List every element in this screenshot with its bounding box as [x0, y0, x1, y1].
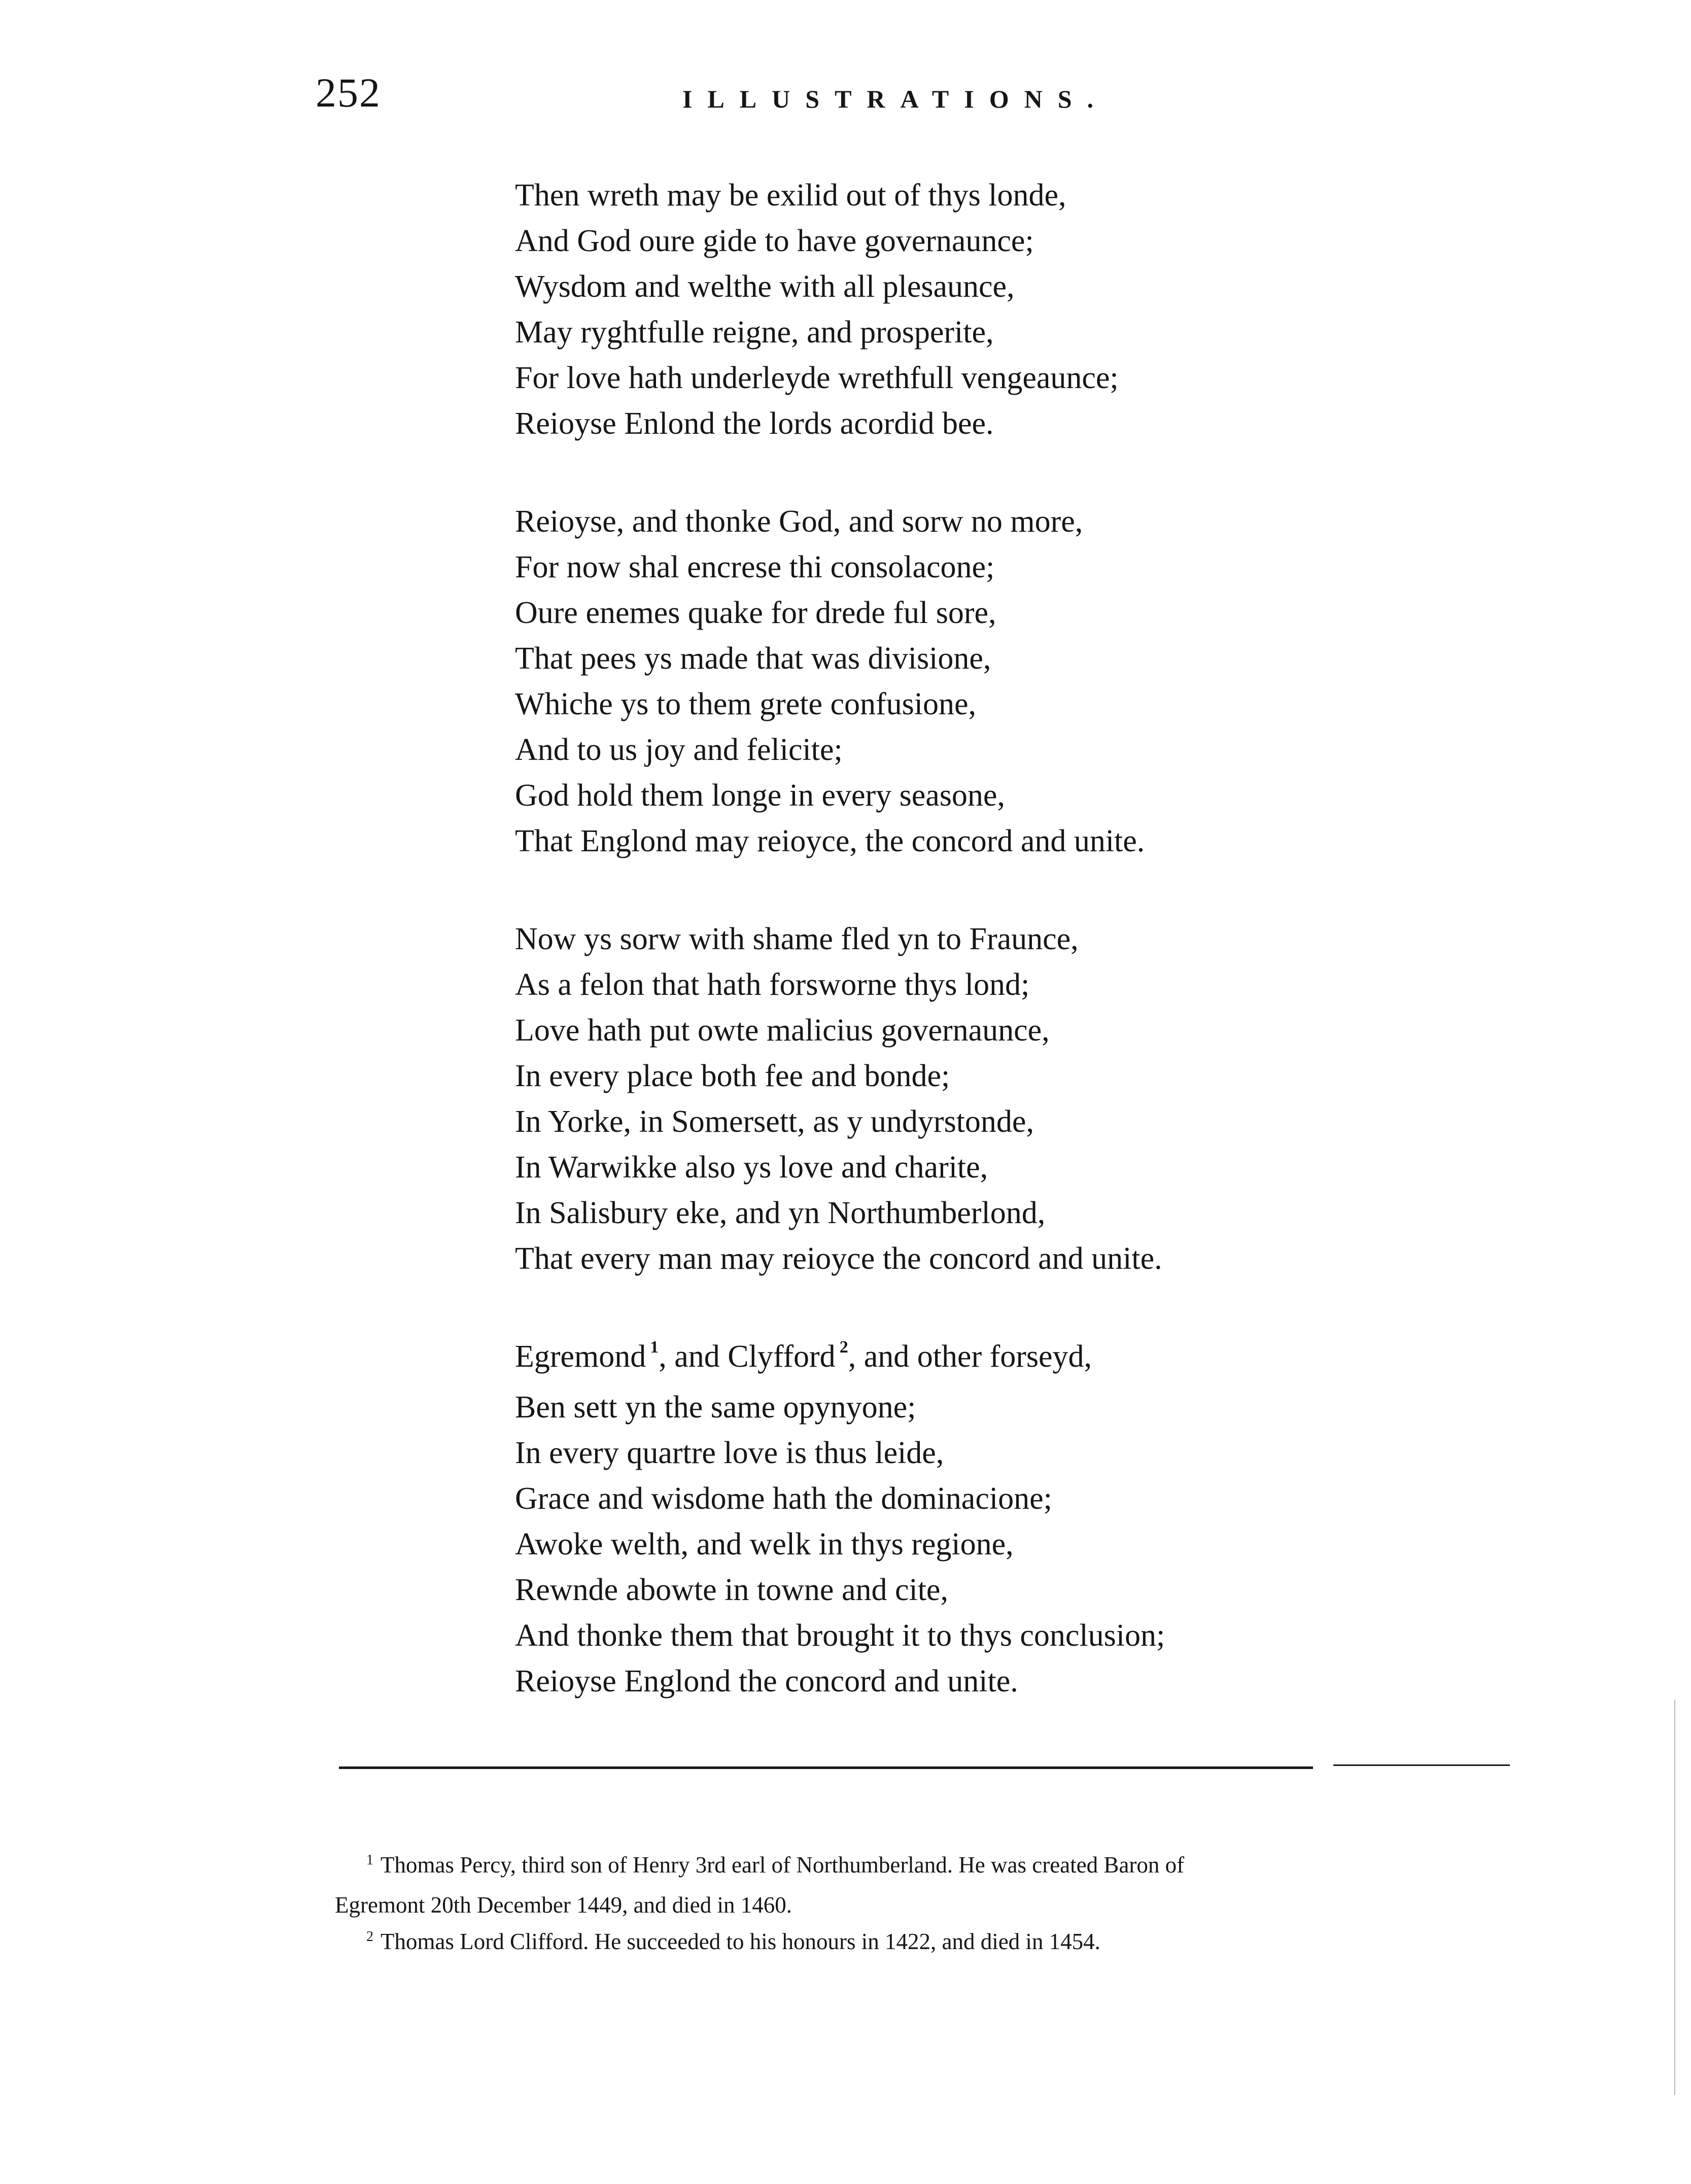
line-text: , and other forseyd,: [848, 1339, 1092, 1374]
footnote-divider: [339, 1766, 1313, 1769]
footnote-continuation: Egremont 20th December 1449, and died in 1460.: [335, 1892, 792, 1918]
stanza-3: [515, 916, 1377, 1281]
stanza-4: [515, 1334, 1377, 1704]
page-number: 252: [316, 70, 381, 116]
poem-line: In every place both fee and bonde;: [515, 1059, 950, 1093]
poem: [515, 172, 1377, 1756]
footnote-1: [335, 1847, 1527, 1923]
footnote-divider-short: [1333, 1764, 1510, 1766]
poem-line: And thonke them that brought it to thys conclusion;: [515, 1618, 1165, 1653]
poem-line: Reioyse Englond the concord and unite.: [515, 1664, 1018, 1698]
poem-line: Whiche ys to them grete confusione,: [515, 687, 977, 721]
poem-line: Then wreth may be exilid out of thys londe,: [515, 178, 1066, 213]
poem-line: In Warwikke also ys love and charite,: [515, 1150, 988, 1185]
poem-line: In every quartre love is thus leide,: [515, 1436, 944, 1470]
poem-line: In Yorke, in Somersett, as y undyrstonde,: [515, 1104, 1034, 1139]
poem-line: That Englond may reioyce, the concord and unite.: [515, 824, 1145, 858]
poem-line: In Salisbury eke, and yn Northumberlond,: [515, 1196, 1046, 1230]
footnote-ref-1[interactable]: 1: [650, 1338, 659, 1357]
running-title: ILLUSTRATIONS.: [682, 85, 1109, 113]
poem-line: Wysdom and welthe with all plesaunce,: [515, 269, 1015, 304]
poem-line: For now shal encrese thi consolacone;: [515, 550, 995, 584]
poem-line-with-notes: [515, 1334, 1377, 1384]
poem-line: Oure enemes quake for drede ful sore,: [515, 596, 996, 630]
line-text: Egremond: [515, 1339, 646, 1374]
poem-line: Rewnde abowte in towne and cite,: [515, 1573, 948, 1607]
stanza-1: [515, 172, 1377, 446]
poem-line: As a felon that hath forsworne thys lond;: [515, 967, 1030, 1002]
poem-line: Reioyse, and thonke God, and sorw no more,: [515, 504, 1083, 539]
footnote-mark: 2: [366, 1929, 373, 1945]
poem-line: That pees ys made that was divisione,: [515, 641, 991, 676]
poem-line: Now ys sorw with shame fled yn to Fraunce,: [515, 922, 1079, 956]
footnote-ref-2[interactable]: 2: [839, 1338, 848, 1357]
footnote-2: [335, 1923, 1527, 1963]
scan-edge-line: [1674, 1700, 1675, 2095]
poem-line: For love hath underleyde wrethfull vengeaunce;: [515, 361, 1119, 395]
poem-line: God hold them longe in every seasone,: [515, 778, 1005, 813]
line-text: , and Clyfford: [659, 1339, 836, 1374]
poem-line: Reioyse Enlond the lords acordid bee.: [515, 406, 994, 441]
footnote-text: Thomas Percy, third son of Henry 3rd earl of Northumberland. He was created Baron of: [381, 1852, 1185, 1878]
footnote-text: Thomas Lord Clifford. He succeeded to his honours in 1422, and died in 1454.: [381, 1929, 1100, 1954]
poem-line: Love hath put owte malicius governaunce,: [515, 1013, 1050, 1048]
poem-line: May ryghtfulle reigne, and prosperite,: [515, 315, 994, 350]
poem-line: Awoke welth, and welk in thys regione,: [515, 1527, 1014, 1562]
poem-line: And God oure gide to have governaunce;: [515, 224, 1034, 258]
footnotes: [335, 1847, 1527, 1963]
poem-line: And to us joy and felicite;: [515, 733, 843, 767]
poem-line: Ben sett yn the same opynyone;: [515, 1390, 916, 1425]
footnote-mark: 1: [366, 1852, 373, 1868]
poem-line: Grace and wisdome hath the dominacione;: [515, 1481, 1052, 1516]
poem-line: That every man may reioyce the concord and unite.: [515, 1241, 1162, 1276]
stanza-2: [515, 499, 1377, 864]
